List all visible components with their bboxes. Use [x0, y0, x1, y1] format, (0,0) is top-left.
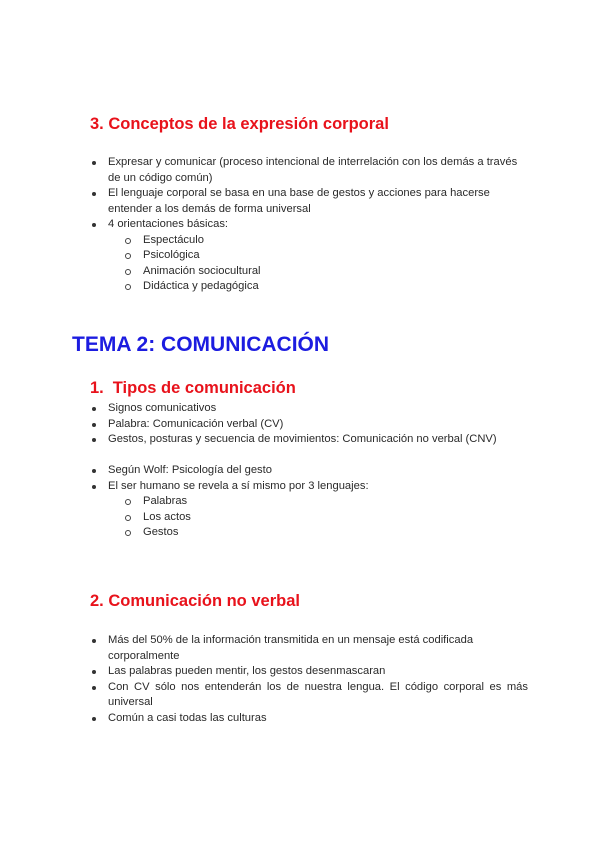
list-item: Expresar y comunicar (proceso intencional de interrelación con los demás a través de un código común) — [88, 155, 528, 186]
tipos-list — [88, 401, 528, 541]
heading-number: 1. — [90, 379, 104, 397]
sub-list-item: Animación sociocultural — [88, 264, 528, 280]
section-3-list — [88, 155, 528, 295]
sub-list-item: Didáctica y pedagógica — [88, 279, 528, 295]
sub-list-item: Espectáculo — [88, 233, 528, 249]
list-item: Más del 50% de la información transmitida en un mensaje está codificada corporalmente — [88, 633, 528, 664]
list-item: Común a casi todas las culturas — [88, 711, 528, 727]
heading-text: Tipos de comunicación — [112, 379, 296, 397]
list-item: Signos comunicativos — [88, 401, 528, 417]
list-item: El lenguaje corporal se basa en una base de gestos y acciones para hacerse entender a los demás de forma universal — [88, 186, 528, 217]
list-item: Según Wolf: Psicología del gesto — [88, 463, 528, 479]
no-verbal-heading: 2. Comunicación no verbal — [90, 592, 300, 610]
section-3-heading: 3. Conceptos de la expresión corporal — [90, 115, 389, 133]
sub-list-item: Los actos — [88, 510, 528, 526]
list-item: El ser humano se revela a sí mismo por 3 lenguajes: — [88, 479, 528, 495]
tema-2-title: TEMA 2: COMUNICACIÓN — [72, 333, 330, 356]
list-item: 4 orientaciones básicas: — [88, 217, 528, 233]
list-item: Palabra: Comunicación verbal (CV) — [88, 417, 528, 433]
list-item: Gestos, posturas y secuencia de movimientos: Comunicación no verbal (CNV) — [88, 432, 528, 448]
sub-list-item: Gestos — [88, 525, 528, 541]
tipos-heading — [90, 379, 296, 398]
sub-list-item: Psicológica — [88, 248, 528, 264]
sub-list-item: Palabras — [88, 494, 528, 510]
list-item: Con CV sólo nos entenderán los de nuestra lengua. El código corporal es más universal — [88, 680, 528, 711]
no-verbal-list — [88, 633, 528, 726]
list-item: Las palabras pueden mentir, los gestos desenmascaran — [88, 664, 528, 680]
